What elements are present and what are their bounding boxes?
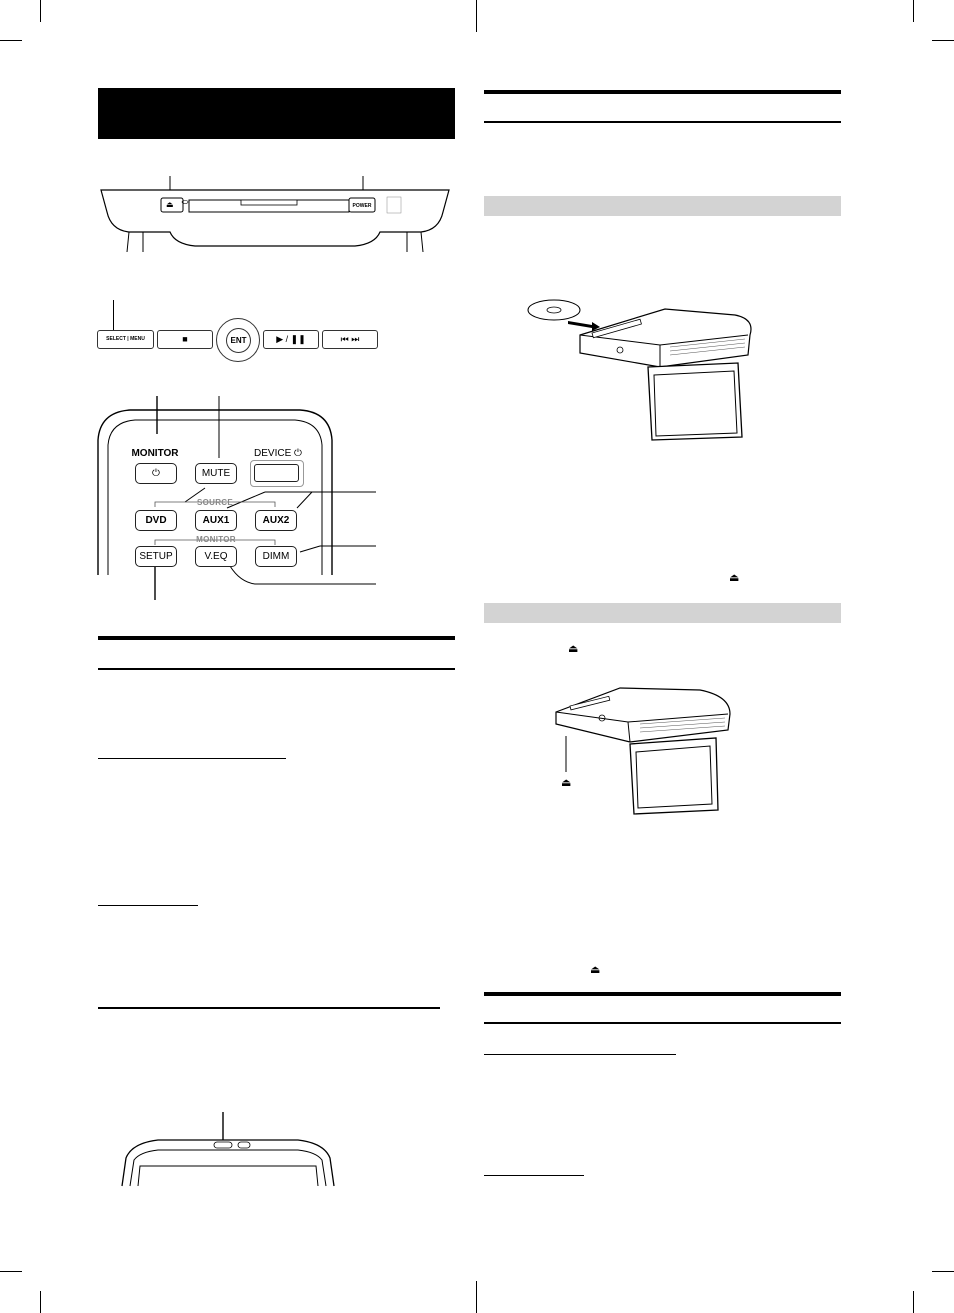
- section-title-banner: [98, 88, 455, 139]
- unit-eject-icon[interactable]: ⏏: [166, 200, 174, 209]
- veq-button[interactable]: V.EQ: [195, 546, 237, 567]
- section-rule-thick: [484, 90, 841, 94]
- disc-insert-figure: [520, 295, 760, 445]
- aux2-button[interactable]: AUX2: [255, 510, 297, 531]
- gray-subheading-bar: [484, 603, 841, 623]
- section-rule-thin: [98, 668, 455, 670]
- unit-eject-figure: [550, 680, 740, 820]
- eject-icon: ⏏: [561, 777, 572, 789]
- monitor-power-button[interactable]: ⏻: [135, 463, 177, 484]
- crop-mark: [476, 1281, 477, 1313]
- crop-mark: [932, 40, 954, 41]
- monitor-label: MONITOR: [131, 448, 179, 459]
- subheading-underline: [98, 758, 286, 759]
- prev-next-button[interactable]: ⏮ ⏭: [322, 330, 378, 349]
- eject-icon: ⏏: [729, 572, 740, 584]
- subsection-rule: [98, 1007, 440, 1009]
- stop-button[interactable]: ■: [157, 330, 213, 349]
- monitor-group-label: MONITOR: [196, 535, 236, 544]
- ent-button[interactable]: ENT: [226, 328, 251, 353]
- source-group-label: SOURCE: [196, 498, 234, 507]
- gray-subheading-bar: [484, 196, 841, 216]
- crop-mark: [913, 0, 914, 22]
- device-button-inner: [254, 464, 299, 482]
- section-rule-thin: [484, 1022, 841, 1024]
- crop-mark: [0, 1271, 22, 1272]
- crop-mark: [476, 0, 477, 32]
- unit-front-panel-figure: [95, 172, 455, 252]
- section-rule-thin: [484, 121, 841, 123]
- subheading-underline: [98, 905, 198, 906]
- crop-mark: [40, 0, 41, 22]
- aux1-button[interactable]: AUX1: [195, 510, 237, 531]
- eject-icon: ⏏: [568, 643, 579, 655]
- subheading-underline: [484, 1054, 676, 1055]
- play-pause-button[interactable]: ▶ / ❚❚: [263, 330, 319, 349]
- section-rule-thick: [484, 992, 841, 996]
- monitor-top-figure: [118, 1108, 338, 1188]
- device-power-button[interactable]: [250, 460, 304, 487]
- device-label: DEVICE ⏻: [254, 448, 302, 459]
- crop-mark: [40, 1291, 41, 1313]
- dimm-button[interactable]: DIMM: [255, 546, 297, 567]
- unit-power-button[interactable]: POWER: [352, 203, 372, 209]
- crop-mark: [932, 1271, 954, 1272]
- ent-dial[interactable]: [216, 318, 260, 362]
- dvd-button[interactable]: DVD: [135, 510, 177, 531]
- subheading-underline: [484, 1175, 584, 1176]
- mute-button[interactable]: MUTE: [195, 463, 237, 484]
- eject-icon: ⏏: [590, 964, 601, 976]
- section-rule-thick: [98, 636, 455, 640]
- crop-mark: [913, 1291, 914, 1313]
- crop-mark: [0, 40, 22, 41]
- callout-line: [113, 300, 114, 330]
- setup-button[interactable]: SETUP: [135, 546, 177, 567]
- select-menu-button[interactable]: SELECT | MENU: [97, 330, 154, 349]
